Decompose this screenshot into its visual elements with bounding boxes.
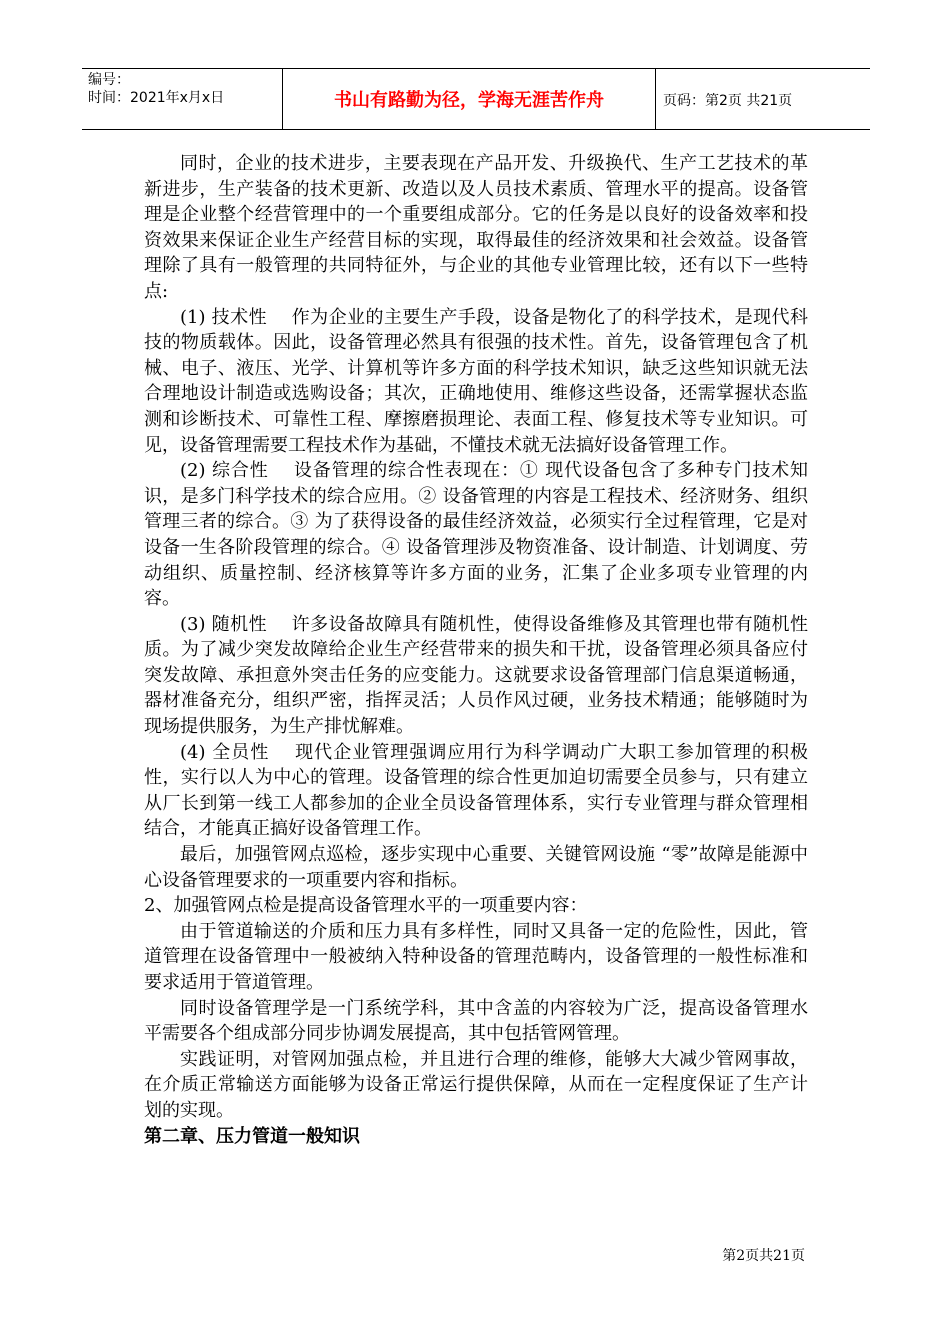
body-paragraph: (3) 随机性 许多设备故障具有随机性，使得设备维修及其管理也带有随机性质。为了减少突发故障给企业生产经营带来的损失和干扰，设备管理必须具备应付突发故障、承担意外突击任务的应变能力。这就要求设备管理部门信息渠道畅通，器材准备充分，组织严密，指挥灵活；人员作风过硬，业务技术精通；能够随时为现场提供服务，为生产排忧解难。 — [144, 613, 808, 738]
header-meta-cell — [82, 69, 282, 129]
body-paragraph: (2) 综合性 设备管理的综合性表现在：① 现代设备包含了多种专门技术知识，是多门科学技术的综合应用。② 设备管理的内容是工程技术、经济财务、组织管理三者的综合。③ 为了获得设备的最佳经济效益，必须实行全过程管理，它是对设备一生各阶段管理的综合。④ 设备管理涉及物资准备、设计制造、计划调度、劳动组织、质量控制、经济核算等许多方面的业务，汇集了企业多项专业管理的内容。 — [144, 460, 808, 610]
header-page-number: 页码：第2页 共21页 — [663, 93, 793, 109]
header-motto: 书山有路勤为径，学海无涯苦作舟 — [334, 90, 604, 111]
body-paragraph: 最后，加强管网点巡检，逐步实现中心重要、关键管网设施 “零”故障是能源中心设备管理要求的一项重要内容和指标。 — [144, 844, 808, 891]
document-number-label: 编号： — [88, 72, 130, 88]
document-date-label: 时间：2021年x月x日 — [88, 90, 225, 106]
body-paragraph: (4) 全员性 现代企业管理强调应用行为科学调动广大职工参加管理的积极性，实行以人为中心的管理。设备管理的综合性更加迫切需要全员参与，只有建立从厂长到第一线工人都参加的企业全员设备管理体系，实行专业管理与群众管理相结合，才能真正搞好设备管理工作。 — [144, 741, 808, 840]
page-header — [82, 68, 870, 130]
body-paragraph: 由于管道输送的介质和压力具有多样性，同时又具备一定的危险性，因此，管道管理在设备管理中一般被纳入特种设备的管理范畴内，设备管理的一般性标准和要求适用于管道管理。 — [144, 920, 808, 993]
body-paragraph: 同时，企业的技术进步，主要表现在产品开发、升级换代、生产工艺技术的革新进步，生产装备的技术更新、改造以及人员技术素质、管理水平的提高。设备管理是企业整个经营管理中的一个重要组成部分。它的任务是以良好的设备效率和投资效果来保证企业生产经营目标的实现，取得最佳的经济效果和社会效益。设备管理除了具有一般管理的共同特征外，与企业的其他专业管理比较，还有以下一些特点: — [144, 153, 808, 302]
section-subheading: 2、加强管网点检是提高设备管理水平的一项重要内容： — [144, 895, 588, 917]
page-footer-number: 第2页共21页 — [722, 1248, 805, 1264]
body-paragraph: 实践证明，对管网加强点检，并且进行合理的维修，能够大大减少管网事故，在介质正常输送方面能够为设备正常运行提供保障，从而在一定程度保证了生产计划的实现。 — [144, 1048, 808, 1121]
chapter-heading: 第二章、压力管道一般知识 — [144, 1125, 360, 1147]
body-paragraph: 同时设备管理学是一门系统学科，其中含盖的内容较为广泛，提高设备管理水平需要各个组成部分同步协调发展提高，其中包括管网管理。 — [144, 997, 808, 1045]
document-body — [144, 151, 808, 1149]
header-motto-cell — [282, 69, 656, 129]
body-paragraph: (1) 技术性 作为企业的主要生产手段，设备是物化了的科学技术，是现代科技的物质载体。因此，设备管理必然具有很强的技术性。首先，设备管理包含了机械、电子、液压、光学、计算机等许多方面的科学技术知识，缺乏这些知识就无法合理地设计制造或选购设备；其次，正确地使用、维修这些设备，还需掌握状态监测和诊断技术、可靠性工程、摩擦磨损理论、表面工程、修复技术等专业知识。可见，设备管理需要工程技术作为基础，不懂技术就无法搞好设备管理工作。 — [144, 306, 808, 456]
header-page-cell — [655, 69, 870, 129]
